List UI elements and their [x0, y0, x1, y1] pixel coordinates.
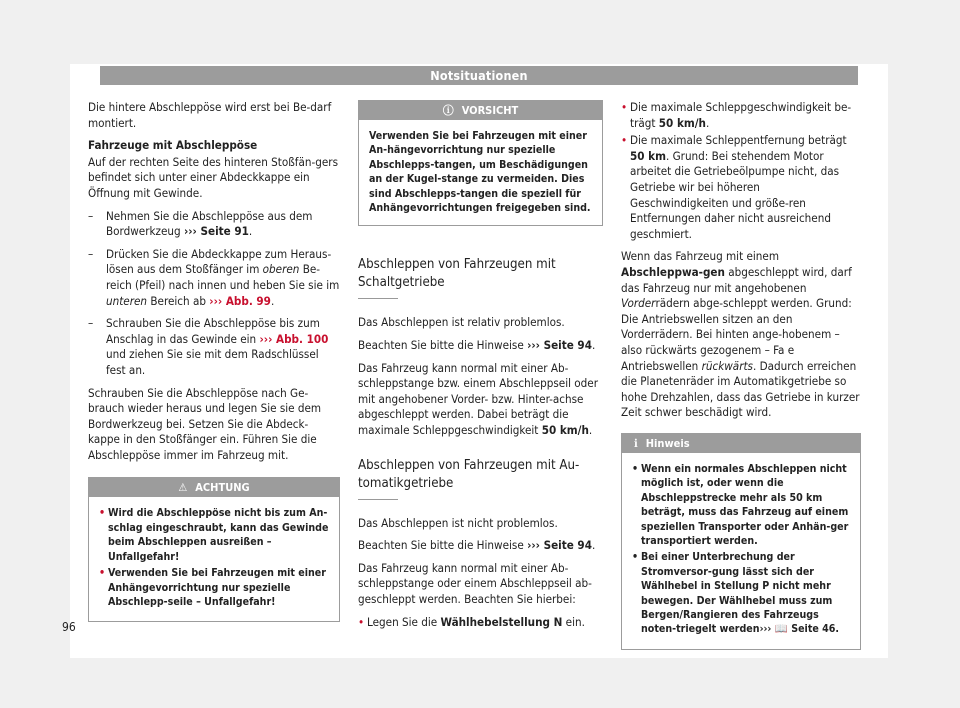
paragraph: Das Fahrzeug kann normal mit einer Ab-schleppstange oder einem Abschleppseil ab-geschleppt werden. Beachten Sie hierbei: [358, 560, 592, 606]
paragraph: Beachten Sie bitte die Hinweise ››› Seite 94. [358, 338, 596, 353]
section-heading: Abschleppen von Fahrzeugen mit Au-tomatikgetriebe [358, 457, 603, 500]
caution-header: ⓘ VORSICHT [359, 101, 602, 120]
note-item: • Wenn ein normales Abschleppen nicht möglich ist, oder wenn die Abschleppstrecke mehr als 50 km beträgt, muss das Fahrzeug auf einem speziellen Transporter oder Anhän-ger transportiert werden. [632, 462, 849, 547]
page-link[interactable]: ››› Seite 94 [527, 338, 592, 353]
figure-link[interactable]: ››› Abb. 100 [259, 331, 329, 346]
section-heading: Abschleppen von Fahrzeugen mit Schaltgetriebe [358, 256, 603, 299]
page-link[interactable]: Seite 46 [791, 623, 836, 636]
book-icon: 📖 [774, 623, 788, 636]
paragraph: Das Abschleppen ist relativ problemlos. [358, 315, 565, 330]
paragraph: Beachten Sie bitte die Hinweise ››› Seite 94. [358, 538, 596, 553]
intro-text: Die hintere Abschleppöse wird erst bei Be-darf montiert. [88, 100, 332, 130]
page-number: 96 [62, 620, 76, 634]
figure-link[interactable]: ››› Abb. 99 [209, 293, 271, 308]
column-1 [88, 100, 340, 622]
warning-item: • Verwenden Sie bei Fahrzeugen mit einer Anhängevorrichtung nur spezielle Abschlepp-seile – Unfallgefahr! [99, 567, 326, 608]
paragraph: Das Fahrzeug kann normal mit einer Ab-schleppstange bzw. einem Abschleppseil oder mit angehobener Vorder- bzw. Hinter-achse abgeschleppt werden. Dabei beträgt die maximale Schleppgeschwindigkeit 50 km/h. [358, 360, 599, 437]
paragraph: Das Abschleppen ist nicht problemlos. [358, 515, 558, 530]
warning-item: • Wird die Abschleppöse nicht bis zum An-schlag eingeschraubt, kann das Gewinde beim Abschleppen ausreißen – Unfallgefahr! [99, 507, 329, 563]
caution-icon: ⓘ [442, 104, 454, 117]
column-3 [621, 100, 861, 650]
bullet-item: • Die maximale Schleppgeschwindigkeit be-trägt 50 km/h. [621, 100, 852, 130]
step-item: – Nehmen Sie die Abschleppöse aus dem Bordwerkzeug ››› Seite 91. [88, 208, 313, 239]
note-item: • Bei einer Unterbrechung der Stromversor-gung lässt sich der Wählhebel in Stellung P nicht mehr bewegen. Der Wählhebel muss zum Bergen/Rangieren des Fahrzeugs noten-triegelt werden››› 📖 Seite 46. [632, 551, 840, 636]
bullet-item: • Die maximale Schleppentfernung beträgt 50 km. Grund: Bei stehendem Motor arbeitet die Getriebeölpumpe nicht, das Getriebe wir bei höheren Geschwindigkeiten und größe-ren Entfernungen daher nicht ausreichend geschmiert. [621, 133, 847, 241]
info-icon: ℹ [634, 436, 638, 450]
paragraph: Auf der rechten Seite des hinteren Stoßfän-gers befindet sich unter einer Abdeckkappe ein Öffnung mit Gewinde. [88, 154, 339, 200]
subheading: Fahrzeuge mit Abschleppöse [88, 138, 258, 153]
caution-text: Verwenden Sie bei Fahrzeugen mit einer An-hängevorrichtung nur spezielle Abschlepps-tangen, um Beschädigungen an der Kugel-stange zu vermeiden. Dies sind Abschlepps-tangen die speziell für Anhängevorrichtungen freigegeben sind. [369, 130, 591, 215]
note-box [621, 433, 861, 650]
step-item: – Drücken Sie die Abdeckkappe zum Heraus-lösen aus dem Stoßfänger im oberen Be-reich (Pfeil) nach innen und heben Sie sie im unteren Bereich ab ››› Abb. 99. [88, 246, 340, 308]
caution-box [358, 100, 603, 226]
page-link[interactable]: ››› Seite 94 [527, 538, 592, 553]
page-link[interactable]: ››› Seite 91 [183, 224, 249, 239]
column-2 [358, 100, 603, 632]
section-header: Notsituationen [100, 66, 858, 85]
warning-icon: ⚠ [178, 481, 188, 495]
note-header: ℹ Hinweis [622, 434, 860, 453]
warning-header: ⚠ ACHTUNG [89, 478, 339, 497]
paragraph: Wenn das Fahrzeug mit einem Abschleppwa-gen abgeschleppt wird, darf das Fahrzeug nur mit angehobenen Vorderrädern abge-schleppt werden. Grund: Die Antriebswellen sitzen an den Vorderrädern. Bei hinten ange-hobenem – also rückwärts gezogenem – Fa e Antriebswellen rückwärts. Dadurch erreichen die Planetenräder im Automatikgetriebe so hohe Drehzahlen, dass das Getriebe in kurzer Zeit schwer beschädigt wird. [621, 249, 860, 420]
bullet-item: • Legen Sie die Wählhebelstellung N ein. [358, 614, 585, 629]
paragraph: Schrauben Sie die Abschleppöse nach Ge-brauch wieder heraus und legen Sie sie dem Bordwerkzeug bei. Setzen Sie die Abdeck-kappe in den Stoßfänger ein. Führen Sie die Abschleppöse immer im Fahrzeug mit. [88, 385, 322, 462]
warning-box [88, 477, 340, 622]
step-item: – Schrauben Sie die Abschleppöse bis zum Anschlag in das Gewinde ein ››› Abb. 100 und ziehen Sie sie mit dem Radschlüssel fest an. [88, 316, 329, 377]
